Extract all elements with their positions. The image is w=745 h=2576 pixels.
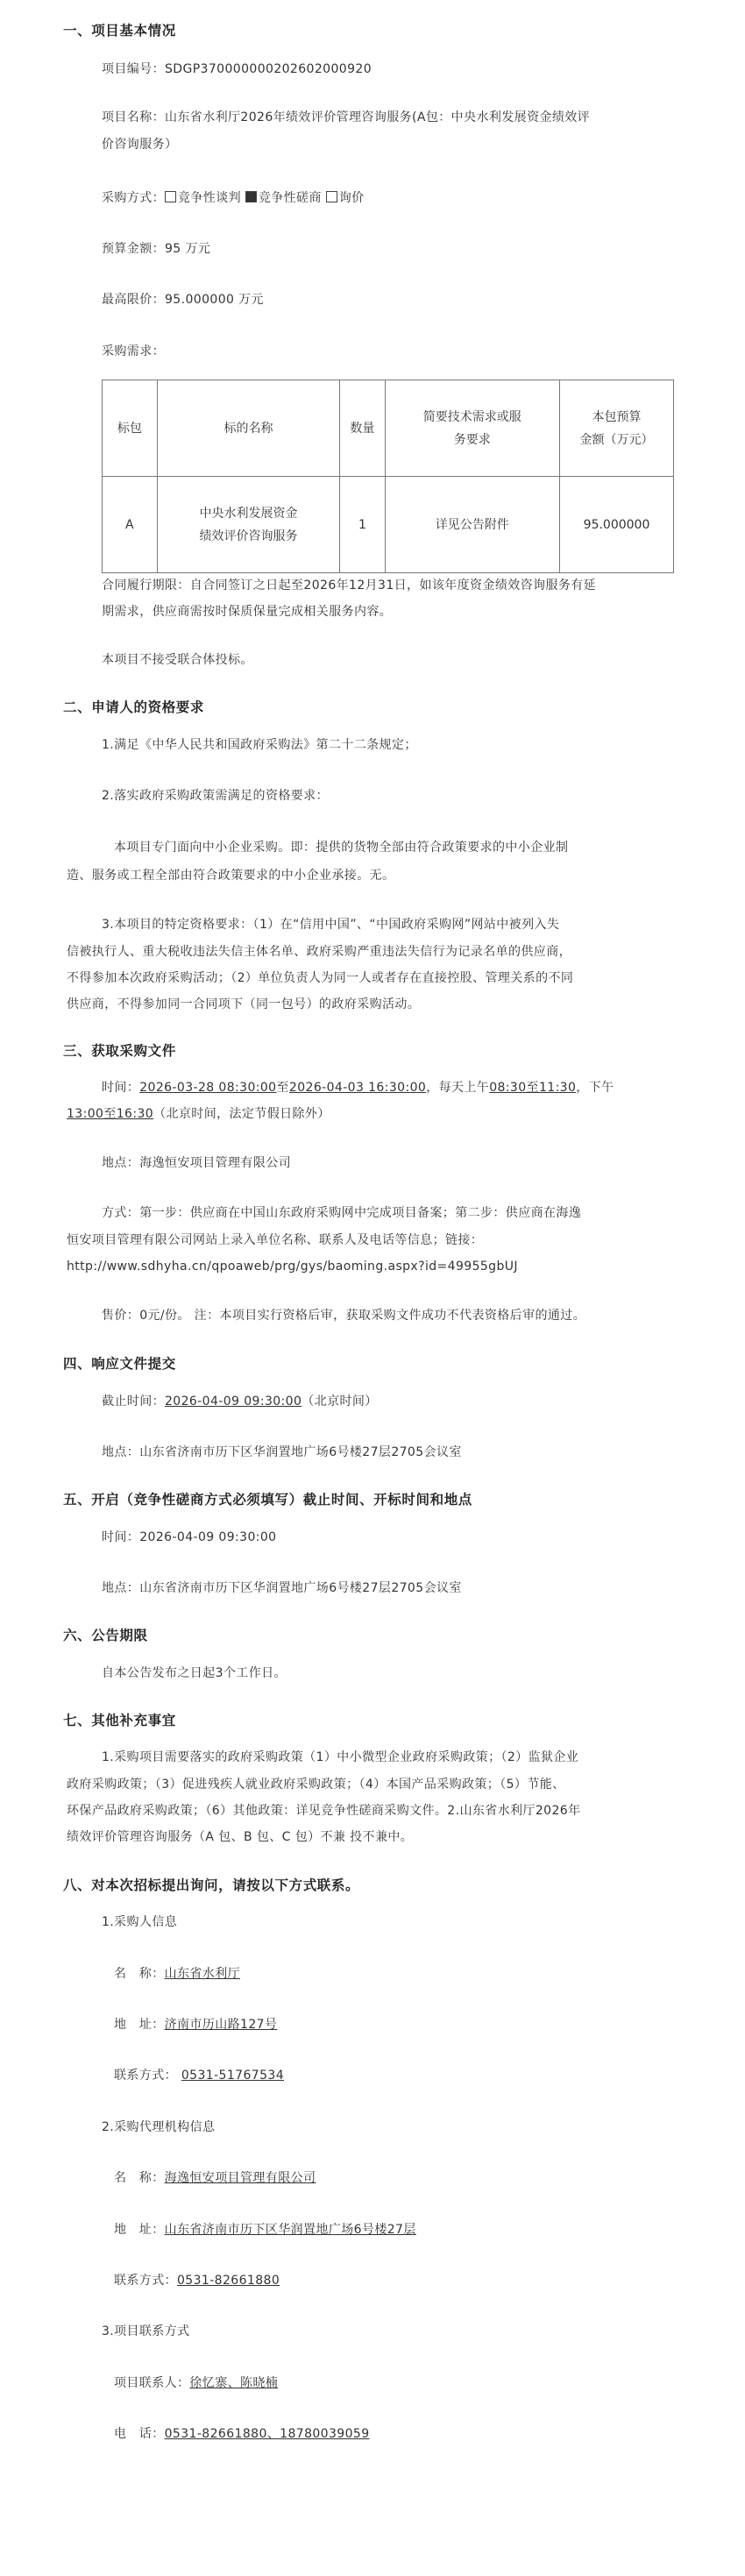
qualification-item-3-line-3: 不得参加本次政府采购活动；（2）单位负责人为同一人或者存在直接控股、管理关系的不同 (67, 971, 574, 985)
other-matters-line-1: 1.采购项目需要落实的政府采购政策（1）中小微型企业政府采购政策；（2）监狱企业 (102, 1750, 579, 1764)
project-contact-person-value: 徐忆寨、陈晓楠 (189, 2376, 279, 2390)
no-consortium: 本项目不接受联合体投标。 (102, 653, 253, 667)
sme-policy-line-1: 本项目专门面向中小企业采购。即：提供的货物全部由符合政策要求的中小企业制 (114, 841, 569, 855)
header-package: 标包 (103, 380, 158, 477)
max-price: 最高限价：95.000000 万元 (102, 293, 264, 307)
header-budget: 本包预算 金额（万元） (560, 380, 674, 477)
cell-item-name: 中央水利发展资金 绩效评价咨询服务 (157, 477, 340, 573)
section-heading-opening: 五、开启（竞争性磋商方式必须填写）截止时间、开标时间和地点 (63, 1492, 472, 1508)
project-contact-phone-value: 0531-82661880、18780039059 (164, 2427, 370, 2441)
qualification-item-3-line-2: 信被执行人、重大税收违法失信主体名单、政府采购严重违法失信行为记录名单的供应商， (67, 945, 571, 959)
opening-time: 时间：2026-04-09 09:30:00 (102, 1530, 277, 1544)
agent-name: 名 称：海逸恒安项目管理有限公司 (114, 2171, 316, 2185)
buyer-contact: 联系方式： 0531-51767534 (114, 2069, 284, 2083)
buyer-name: 名 称：山东省水利厅 (114, 1967, 241, 1981)
procurement-method (102, 190, 365, 206)
project-name-line-1: 项目名称：山东省水利厅2026年绩效评价管理咨询服务(A包：中央水利发展资金绩效评 (102, 110, 591, 124)
section-heading-other-matters: 七、其他补充事宜 (63, 1713, 176, 1728)
buyer-name-value: 山东省水利厅 (164, 1967, 241, 1981)
method-option-inquiry: 询价 (338, 191, 365, 205)
checkbox-unchecked-icon (326, 191, 337, 202)
qualification-item-1: 1.满足《中华人民共和国政府采购法》第二十二条规定； (102, 738, 417, 752)
obtain-method-line-2: 恒安项目管理有限公司网站上录入单位名称、联系人及电话等信息；链接： (67, 1233, 484, 1247)
checkbox-checked-icon (245, 191, 257, 202)
header-description: 简要技术需求或服 务要求 (385, 380, 559, 477)
table-row (103, 477, 674, 573)
obtain-time-line-1: 时间：2026-03-28 08:30:00至2026-04-03 16:30:00，每天上午08:30至11:30，下午 (102, 1081, 614, 1095)
section-heading-basic-info: 一、项目基本情况 (63, 23, 176, 39)
section-heading-response-submission: 四、响应文件提交 (63, 1356, 176, 1372)
buyer-info-title: 1.采购人信息 (102, 1915, 178, 1929)
document-price: 售价：0元/份。 注：本项目实行资格后审，获取采购文件成功不代表资格后审的通过。 (102, 1309, 586, 1323)
notice-period-text: 自本公告发布之日起3个工作日。 (102, 1666, 287, 1680)
morning-hours: 08:30至11:30 (489, 1081, 577, 1095)
method-option-negotiation: 竞争性谈判 (178, 191, 241, 205)
agent-address-value: 山东省济南市历下区华润置地广场6号楼27层 (164, 2223, 416, 2237)
method-option-consultation: 竞争性磋商 (258, 191, 322, 205)
cell-quantity: 1 (340, 477, 385, 573)
requirements-table (102, 380, 674, 573)
buyer-address-value: 济南市历山路127号 (164, 2018, 278, 2032)
project-contact-phone: 电 话：0531-82661880、18780039059 (114, 2427, 370, 2441)
requirements-label: 采购需求： (102, 344, 165, 358)
registration-link[interactable]: http://www.sdhyha.cn/qpoaweb/prg/gys/baoming.aspx?id=49955gbUJ (67, 1260, 518, 1274)
other-matters-line-2: 政府采购政策；（3）促进残疾人就业政府采购政策；（4）本国产品采购政策；（5）节能、 (67, 1778, 565, 1792)
section-heading-contacts: 八、对本次招标提出询问，请按以下方式联系。 (63, 1877, 360, 1893)
agent-address: 地 址：山东省济南市历下区华润置地广场6号楼27层 (114, 2223, 416, 2237)
submission-place: 地点：山东省济南市历下区华润置地广场6号楼27层2705会议室 (102, 1445, 462, 1459)
other-matters-line-4: 绩效评价管理咨询服务（A 包、B 包、C 包）不兼 投不兼中。 (67, 1830, 414, 1844)
procurement-method-label: 采购方式： (102, 191, 165, 205)
obtain-time-line-2: 13:00至16:30（北京时间，法定节假日除外） (67, 1107, 330, 1121)
afternoon-hours: 13:00至16:30 (67, 1107, 154, 1121)
obtain-method-line-1: 方式：第一步：供应商在中国山东政府采购网中完成项目备案；第二步：供应商在海逸 (102, 1206, 582, 1220)
header-quantity: 数量 (340, 380, 385, 477)
budget-amount: 预算金额：95 万元 (102, 242, 211, 256)
section-heading-obtain-documents: 三、获取采购文件 (63, 1043, 176, 1059)
project-number: 项目编号：SDGP370000000202602000920 (102, 62, 372, 76)
project-contact-person: 项目联系人：徐忆寨、陈晓楠 (114, 2376, 279, 2390)
other-matters-line-3: 环保产品政府采购政策；（6）其他政策：详见竞争性磋商采购文件。2.山东省水利厅2026年 (67, 1804, 581, 1818)
header-item-name: 标的名称 (157, 380, 340, 477)
project-contact-title: 3.项目联系方式 (102, 2324, 190, 2338)
cell-package: A (103, 477, 158, 573)
agent-info-title: 2.采购代理机构信息 (102, 2120, 216, 2134)
buyer-address: 地 址：济南市历山路127号 (114, 2018, 278, 2032)
table-header-row (103, 380, 674, 477)
section-heading-notice-period: 六、公告期限 (63, 1628, 148, 1643)
contract-period-line-1: 合同履行期限：自合同签订之日起至2026年12月31日，如该年度资金绩效咨询服务有延 (102, 578, 597, 593)
agent-contact-value: 0531-82661880 (177, 2274, 280, 2288)
agent-contact: 联系方式：0531-82661880 (114, 2274, 280, 2288)
agent-name-value: 海逸恒安项目管理有限公司 (164, 2171, 316, 2185)
qualification-item-3-line-4: 供应商，不得参加同一合同项下（同一包号）的政府采购活动。 (67, 997, 421, 1011)
time-start: 2026-03-28 08:30:00 (139, 1081, 277, 1095)
opening-place: 地点：山东省济南市历下区华润置地广场6号楼27层2705会议室 (102, 1581, 462, 1595)
contract-period-line-2: 期需求，供应商需按时保质保量完成相关服务内容。 (102, 605, 393, 619)
submission-deadline: 截止时间：2026-04-09 09:30:00（北京时间） (102, 1394, 378, 1409)
cell-description: 详见公告附件 (385, 477, 559, 573)
deadline-datetime: 2026-04-09 09:30:00 (165, 1394, 302, 1409)
time-end: 2026-04-03 16:30:00 (288, 1081, 427, 1095)
obtain-place: 地点：海逸恒安项目管理有限公司 (102, 1156, 291, 1170)
cell-budget: 95.000000 (560, 477, 674, 573)
qualification-item-2: 2.落实政府采购政策需满足的资格要求： (102, 789, 329, 803)
section-heading-qualifications: 二、申请人的资格要求 (63, 699, 205, 715)
qualification-item-3-line-1: 3.本项目的特定资格要求：（1）在“信用中国”、“中国政府采购网”网站中被列入失 (102, 918, 560, 932)
buyer-contact-value: 0531-51767534 (181, 2069, 284, 2083)
sme-policy-line-2: 造、服务或工程全部由符合政策要求的中小企业承接。无。 (67, 869, 395, 883)
checkbox-unchecked-icon (165, 191, 176, 202)
project-name-line-2: 价咨询服务） (102, 138, 178, 152)
